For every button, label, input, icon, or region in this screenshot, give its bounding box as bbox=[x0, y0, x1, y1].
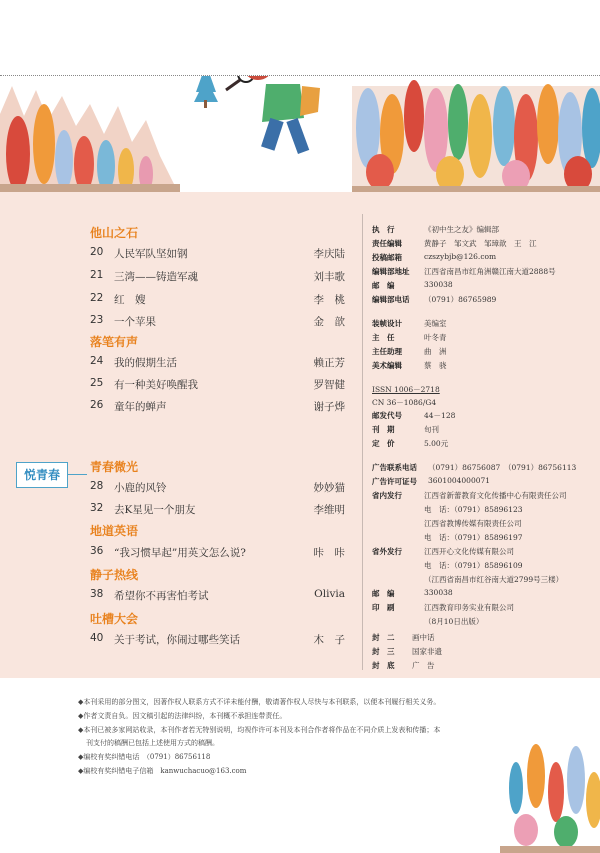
toc-item[interactable] bbox=[90, 632, 345, 648]
toc-item[interactable] bbox=[90, 292, 345, 308]
info-line: 江西省教博传媒有限责任公司 bbox=[424, 519, 522, 528]
toc-item[interactable] bbox=[90, 588, 345, 604]
info-line: 电 话：（0791）85896197 bbox=[424, 533, 523, 542]
toc-item[interactable] bbox=[90, 399, 345, 415]
toc-item[interactable] bbox=[90, 269, 345, 285]
header-illustration bbox=[0, 76, 600, 192]
article-author: 咔 咔 bbox=[313, 547, 345, 559]
page-number: 23 bbox=[90, 314, 104, 326]
article-author: 李维明 bbox=[313, 504, 345, 516]
toc-item[interactable] bbox=[90, 355, 345, 371]
toc-item[interactable] bbox=[90, 502, 345, 518]
page-number: 32 bbox=[90, 502, 104, 514]
article-title: 小鹿的风铃 bbox=[114, 482, 167, 494]
toc-item[interactable] bbox=[90, 480, 345, 496]
info-line: （江西省南昌市红谷南大道2799号三楼） bbox=[424, 575, 564, 584]
page-number: 22 bbox=[90, 292, 104, 304]
article-title: 去K星见一个朋友 bbox=[114, 504, 196, 516]
footer-note: ◆本刊已被多家网站收录，本刊作者若无特别说明，均视作许可本刊及本刊合作者将作品在不同介质上发表和传播；本 bbox=[78, 726, 441, 734]
page-number: 21 bbox=[90, 269, 104, 281]
article-author: 李庆陆 bbox=[313, 248, 345, 260]
page-number: 28 bbox=[90, 480, 104, 492]
section-title: 他山之石 bbox=[90, 226, 139, 240]
toc-item[interactable] bbox=[90, 377, 345, 393]
article-title: 红 嫂 bbox=[114, 294, 146, 306]
article-author: 妙妙猫 bbox=[313, 482, 345, 494]
footer-note: 刊支付的稿酬已包括上述使用方式的稿酬。 bbox=[86, 739, 219, 747]
column-badge: 悦青春 bbox=[16, 462, 68, 488]
page-number: 36 bbox=[90, 545, 104, 557]
column-divider bbox=[362, 214, 363, 670]
badge-connector bbox=[67, 474, 87, 475]
page-number: 38 bbox=[90, 588, 104, 600]
article-title: 我的假期生活 bbox=[114, 357, 177, 369]
contribution-email: czszybjb@126.com bbox=[424, 252, 497, 261]
article-title: “我习惯早起”用英文怎么说? bbox=[114, 547, 246, 559]
footer-note: ◆编校有奖纠错电话 （0791）86756118 bbox=[78, 753, 211, 761]
article-author: 金 歆 bbox=[313, 316, 345, 328]
article-title: 一个苹果 bbox=[114, 316, 156, 328]
footer-email: ◆编校有奖纠错电子信箱 kanwuchacuo@163.com bbox=[78, 767, 247, 775]
toc-item[interactable] bbox=[90, 314, 345, 330]
article-title: 有一种美好唤醒我 bbox=[114, 379, 198, 391]
article-title: 希望你不再害怕考试 bbox=[114, 590, 209, 602]
article-title: 童年的蝉声 bbox=[114, 401, 167, 413]
section-title: 落笔有声 bbox=[90, 335, 139, 349]
article-author: 木 子 bbox=[313, 634, 345, 646]
issn: ISSN 1006－2718 bbox=[372, 385, 440, 394]
toc-item[interactable] bbox=[90, 545, 345, 561]
cn-number: CN 36－1086/G4 bbox=[372, 398, 437, 407]
info-line: 电 话：（0791）85896123 bbox=[424, 505, 523, 514]
section-title: 吐槽大会 bbox=[90, 612, 139, 626]
article-author: 赖正芳 bbox=[313, 357, 345, 369]
article-title: 人民军队坚如钢 bbox=[114, 248, 188, 260]
toc-item[interactable] bbox=[90, 246, 345, 262]
article-author: 谢子烨 bbox=[313, 401, 345, 413]
article-author: 刘丰歌 bbox=[313, 271, 345, 283]
page-number: 40 bbox=[90, 632, 104, 644]
page-number: 24 bbox=[90, 355, 104, 367]
page-number: 25 bbox=[90, 377, 104, 389]
info-line: 电 话：（0791）85896109 bbox=[424, 561, 523, 570]
page-number: 20 bbox=[90, 246, 104, 258]
page-number: 26 bbox=[90, 399, 104, 411]
article-author: 罗智健 bbox=[313, 379, 345, 391]
footer-note: ◆本刊采用的部分图文，因著作权人联系方式不详未能付酬，敬请著作权人尽快与本刊联系，以便本刊履行相关义务。 bbox=[78, 698, 441, 706]
article-title: 关于考试，你闹过哪些笑话 bbox=[114, 634, 240, 646]
section-title: 青春微光 bbox=[90, 460, 139, 474]
section-title: 地道英语 bbox=[90, 524, 139, 538]
article-author: 李 桃 bbox=[313, 294, 345, 306]
article-title: 三湾——铸造军魂 bbox=[114, 271, 198, 283]
footer-note: ◆作者文责自负。因文稿引起的法律纠纷，本刊概不承担连带责任。 bbox=[78, 712, 287, 720]
footer-tree-illustration bbox=[500, 740, 600, 853]
article-author: Olivia bbox=[314, 588, 345, 600]
section-title: 静子热线 bbox=[90, 568, 139, 582]
print-date: （8月10日出版） bbox=[424, 617, 484, 626]
